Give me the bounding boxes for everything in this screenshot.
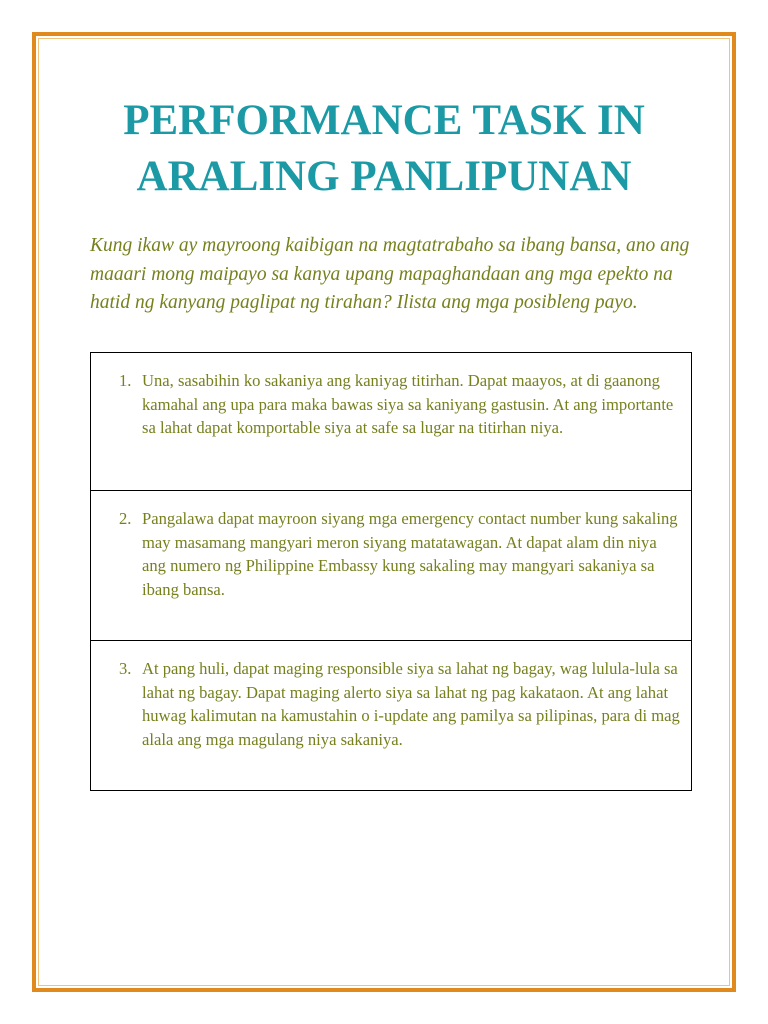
answer-row-3 [91, 641, 692, 791]
page-title [0, 93, 768, 205]
answer-item-1 [91, 353, 691, 440]
answer-text-1: Una, sasabihin ko sakaniya ang kaniyag titirhan. Dapat maayos, at di gaanong kamahal ang upa para maka bawas siya sa kaniyang gastusin. At ang importante sa lahat dapat komportable siya at safe sa lugar na titirhan niya. [142, 371, 674, 437]
answer-item-3 [91, 641, 691, 751]
page-title-line-1: PERFORMANCE TASK IN [123, 97, 645, 144]
answer-number-3: 3. [119, 659, 132, 678]
answer-text-2: Pangalawa dapat mayroon siyang mga emergency contact number kung sakaling may masamang mangyari meron siyang matatawagan. At dapat alam din niya ang numero ng Philippine Embassy kung sakaling may mangyari sakaniya sa ibang bansa. [142, 509, 678, 599]
answer-cell-1 [91, 353, 692, 491]
answer-number-2: 2. [119, 509, 132, 528]
answer-item-2 [91, 491, 691, 601]
answer-number-1: 1. [119, 371, 132, 390]
page-title-line-2: ARALING PANLIPUNAN [136, 153, 632, 200]
answer-row-2 [91, 491, 692, 641]
answer-cell-3 [91, 641, 692, 791]
answer-text-3: At pang huli, dapat maging responsible siya sa lahat ng bagay, wag lulula-lula sa lahat ng bagay. Dapat maging alerto siya sa lahat ng pag kakataon. At ang lahat huwag kalimutan na kamustahin o i-update ang pamilya sa pilipinas, para di mag alala ang mga magulang niya sakaniya. [142, 659, 680, 749]
answer-cell-2 [91, 491, 692, 641]
answers-table [90, 352, 692, 791]
task-question: Kung ikaw ay mayroong kaibigan na magtatrabaho sa ibang bansa, ano ang maaari mong maipayo sa kanya upang mapaghandaan ang mga epekto na hatid ng kanyang paglipat ng tirahan? Ilista ang mga posibleng payo. [90, 235, 690, 313]
answer-row-1 [91, 353, 692, 491]
